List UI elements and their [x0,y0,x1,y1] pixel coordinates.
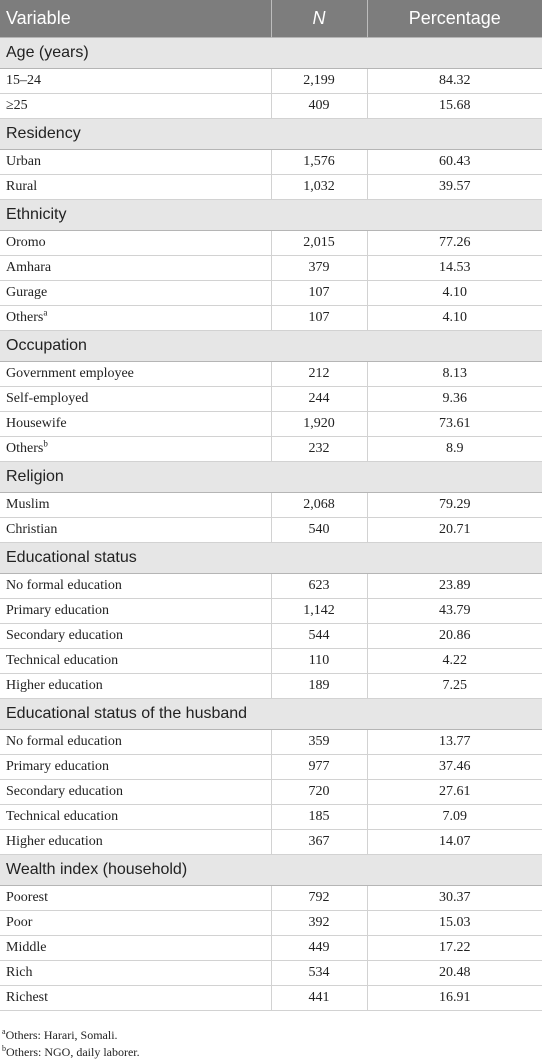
table-row [0,730,542,755]
percentage-cell: 17.22 [367,936,542,961]
count-cell: 1,576 [271,150,367,175]
table-row [0,986,542,1011]
variable-cell [0,805,271,830]
count-cell: 2,015 [271,231,367,256]
footnote-text: Others: Harari, Somali. [5,1028,118,1042]
percentage-cell: 43.79 [367,599,542,624]
table-row [0,830,542,855]
footnote [2,1044,542,1061]
variable-cell [0,94,271,119]
table-row [0,493,542,518]
count-cell: 441 [271,986,367,1011]
count-cell: 409 [271,94,367,119]
percentage-cell: 8.13 [367,362,542,387]
section-row [0,699,542,730]
variable-cell [0,911,271,936]
header-n: N [271,0,367,38]
footnote-mark: b [2,1044,6,1053]
variable-label: Rural [6,179,38,194]
variable-cell [0,599,271,624]
table-row [0,256,542,281]
count-cell: 110 [271,649,367,674]
count-cell: 534 [271,961,367,986]
percentage-cell: 9.36 [367,387,542,412]
variable-label: Rich [6,965,33,980]
variable-label: ≥25 [6,98,28,113]
table-row [0,437,542,462]
variable-label: Muslim [6,497,50,512]
count-cell: 244 [271,387,367,412]
count-cell: 2,068 [271,493,367,518]
variable-label: Higher education [6,678,103,693]
percentage-cell: 4.10 [367,281,542,306]
table-row [0,624,542,649]
variable-cell [0,830,271,855]
table-row [0,936,542,961]
variable-label: Primary education [6,603,110,618]
percentage-cell: 16.91 [367,986,542,1011]
percentage-cell: 14.53 [367,256,542,281]
percentage-cell: 8.9 [367,437,542,462]
table-row [0,805,542,830]
table-row [0,755,542,780]
percentage-cell: 7.25 [367,674,542,699]
footnote-marker: a [43,307,48,318]
section-title: Religion [0,462,542,493]
count-cell: 449 [271,936,367,961]
section-title: Age (years) [0,38,542,69]
section-title: Educational status of the husband [0,699,542,730]
table-row [0,175,542,200]
count-cell: 107 [271,281,367,306]
percentage-cell: 79.29 [367,493,542,518]
variable-cell [0,730,271,755]
table-row [0,94,542,119]
percentage-cell: 4.10 [367,306,542,331]
variable-cell [0,961,271,986]
count-cell: 540 [271,518,367,543]
variable-cell [0,886,271,911]
section-row [0,38,542,69]
section-title: Ethnicity [0,200,542,231]
percentage-cell: 15.03 [367,911,542,936]
section-row [0,543,542,574]
variable-label: Poorest [6,890,48,905]
variable-label: Government employee [6,366,134,381]
variable-cell [0,387,271,412]
percentage-cell: 15.68 [367,94,542,119]
variable-cell [0,780,271,805]
table-row [0,387,542,412]
variable-cell [0,175,271,200]
variable-label: Secondary education [6,784,124,799]
percentage-cell: 30.37 [367,886,542,911]
table-row [0,412,542,437]
footnote-marker: b [43,438,48,449]
count-cell: 212 [271,362,367,387]
variable-label: Gurage [6,285,48,300]
variable-label: Housewife [6,416,67,431]
count-cell: 379 [271,256,367,281]
table-row [0,780,542,805]
percentage-cell: 13.77 [367,730,542,755]
percentage-cell: 60.43 [367,150,542,175]
variable-label: Technical education [6,653,119,668]
variable-label: Christian [6,522,58,537]
variable-cell [0,256,271,281]
count-cell: 623 [271,574,367,599]
table-row [0,150,542,175]
table-row [0,231,542,256]
percentage-cell: 73.61 [367,412,542,437]
variable-cell [0,306,271,331]
table-row [0,574,542,599]
header-percentage: Percentage [367,0,542,38]
variable-cell [0,674,271,699]
footnote [2,1027,542,1044]
count-cell: 392 [271,911,367,936]
count-cell: 1,142 [271,599,367,624]
variable-cell [0,362,271,387]
count-cell: 359 [271,730,367,755]
variable-label: Oromo [6,235,46,250]
count-cell: 1,920 [271,412,367,437]
variable-cell [0,986,271,1011]
table-row [0,886,542,911]
variable-cell [0,281,271,306]
section-row [0,462,542,493]
footnote-mark: a [2,1027,6,1036]
footnote-text: Others: NGO, daily laborer. [6,1045,140,1059]
variable-label: Primary education [6,759,110,774]
variable-cell [0,493,271,518]
count-cell: 189 [271,674,367,699]
variable-label: 15–24 [6,73,41,88]
percentage-cell: 23.89 [367,574,542,599]
section-title: Occupation [0,331,542,362]
variable-label: Technical education [6,809,119,824]
table-row [0,649,542,674]
variable-label: Others [6,441,44,456]
table-row [0,306,542,331]
section-title: Residency [0,119,542,150]
count-cell: 1,032 [271,175,367,200]
variable-label: Self-employed [6,391,89,406]
variable-cell [0,231,271,256]
variable-label: Richest [6,990,48,1005]
percentage-cell: 20.48 [367,961,542,986]
variable-label: No formal education [6,734,122,749]
variable-cell [0,574,271,599]
count-cell: 232 [271,437,367,462]
variable-label: Poor [6,915,33,930]
section-row [0,119,542,150]
table-row [0,674,542,699]
section-row [0,855,542,886]
variable-label: Others [6,310,44,325]
count-cell: 720 [271,780,367,805]
header-row [0,0,542,38]
variable-cell [0,649,271,674]
footnotes [0,1027,542,1061]
variable-cell [0,437,271,462]
variable-label: Higher education [6,834,103,849]
variable-cell [0,69,271,94]
header-variable: Variable [0,0,271,38]
percentage-cell: 20.71 [367,518,542,543]
percentage-cell: 4.22 [367,649,542,674]
variable-cell [0,755,271,780]
variable-label: Middle [6,940,47,955]
count-cell: 2,199 [271,69,367,94]
percentage-cell: 14.07 [367,830,542,855]
variable-label: No formal education [6,578,122,593]
section-title: Educational status [0,543,542,574]
count-cell: 544 [271,624,367,649]
variable-cell [0,150,271,175]
variable-cell [0,624,271,649]
percentage-cell: 7.09 [367,805,542,830]
variable-cell [0,518,271,543]
percentage-cell: 39.57 [367,175,542,200]
section-row [0,200,542,231]
count-cell: 107 [271,306,367,331]
section-row [0,331,542,362]
table-row [0,518,542,543]
table-row [0,362,542,387]
variable-cell [0,936,271,961]
table-row [0,281,542,306]
count-cell: 792 [271,886,367,911]
percentage-cell: 27.61 [367,780,542,805]
count-cell: 367 [271,830,367,855]
section-title: Wealth index (household) [0,855,542,886]
percentage-cell: 20.86 [367,624,542,649]
percentage-cell: 84.32 [367,69,542,94]
percentage-cell: 37.46 [367,755,542,780]
table-row [0,911,542,936]
table-body [0,38,542,1011]
table-row [0,599,542,624]
variable-label: Secondary education [6,628,124,643]
count-cell: 185 [271,805,367,830]
variable-cell [0,412,271,437]
count-cell: 977 [271,755,367,780]
variable-label: Amhara [6,260,52,275]
percentage-cell: 77.26 [367,231,542,256]
table-row [0,961,542,986]
variable-label: Urban [6,154,41,169]
table-row [0,69,542,94]
